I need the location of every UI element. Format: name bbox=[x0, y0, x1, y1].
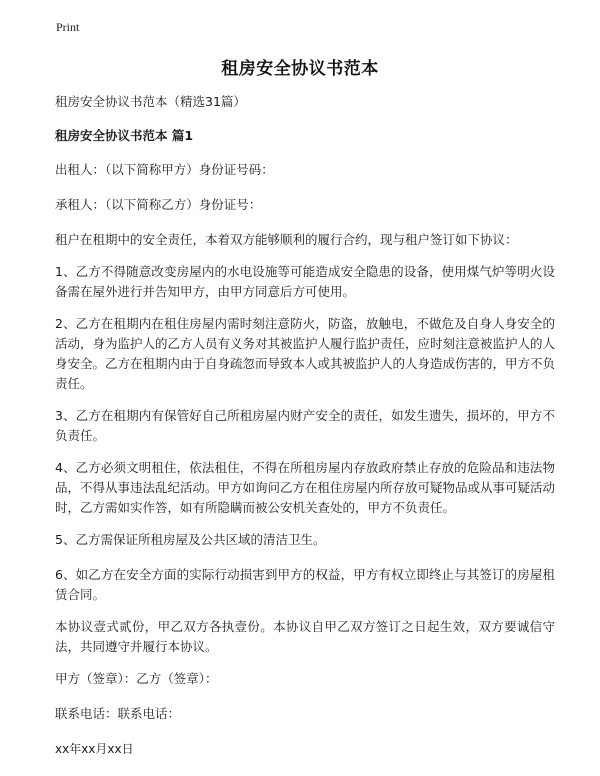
closing-paragraph: 本协议壹式贰份，甲乙双方各执壹份。本协议自甲乙双方签订之日起生效，双方要诚信守法，共同遵守并履行本协议。 bbox=[55, 619, 555, 654]
lessee-line: 承租人：（以下简称乙方）身份证号： bbox=[55, 197, 262, 212]
document-body bbox=[55, 92, 555, 771]
print-label: Print bbox=[56, 20, 80, 34]
clause-2: 2、乙方在租期内在租住房屋内需时刻注意防火，防盗，放触电，不做危及自身人身安全的活动，身为监护人的乙方人员有义务对其被监护人履行监护责任，应时刻注意被监护人的人身安全。乙方在租期内由于自身疏忽而导致本人或其被监护人的人身造成伤害的，甲方不负责任。 bbox=[55, 316, 556, 391]
intro-paragraph: 租户在租期中的安全责任，本着双方能够顺利的履行合约，现与租户签订如下协议： bbox=[55, 232, 518, 247]
phone-line: 联系电话：联系电话： bbox=[55, 706, 181, 721]
document-title: 租房安全协议书范本 bbox=[221, 59, 379, 79]
signature-line: 甲方（签章）：乙方（签章）： bbox=[55, 671, 218, 686]
clause-1: 1、乙方不得随意改变房屋内的水电设施等可能造成安全隐患的设备，使用煤气炉等明火设备需在屋外进行并告知甲方，由甲方同意后方可使用。 bbox=[55, 264, 555, 299]
lessor-line: 出租人：（以下简称甲方）身份证号码： bbox=[55, 162, 274, 177]
clause-4: 4、乙方必须文明租住，依法租住，不得在所租房屋内存放政府禁止存放的危险品和违法物品，不得从事违法乱纪活动。甲方如询问乙方在租住房屋内所存放可疑物品或从事可疑活动时，乙方需如实作答，如有所隐瞒而被公安机关查处的，甲方不负责任。 bbox=[55, 460, 556, 515]
document-subtitle: 租房安全协议书范本（精选31篇） bbox=[55, 94, 246, 109]
date-line: xx年xx月xx日 bbox=[55, 742, 134, 756]
clause-5: 5、乙方需保证所租房屋及公共区域的清洁卫生。 bbox=[55, 532, 326, 547]
clause-3: 3、乙方在租期内有保管好自己所租房屋内财产安全的责任，如发生遗失，损坏的，甲方不负责任。 bbox=[55, 408, 555, 443]
section-heading: 租房安全协议书范本 篇1 bbox=[55, 128, 194, 143]
clause-6: 6、如乙方在安全方面的实际行动损害到甲方的权益，甲方有权立即终止与其签订的房屋租赁合同。 bbox=[55, 567, 555, 602]
